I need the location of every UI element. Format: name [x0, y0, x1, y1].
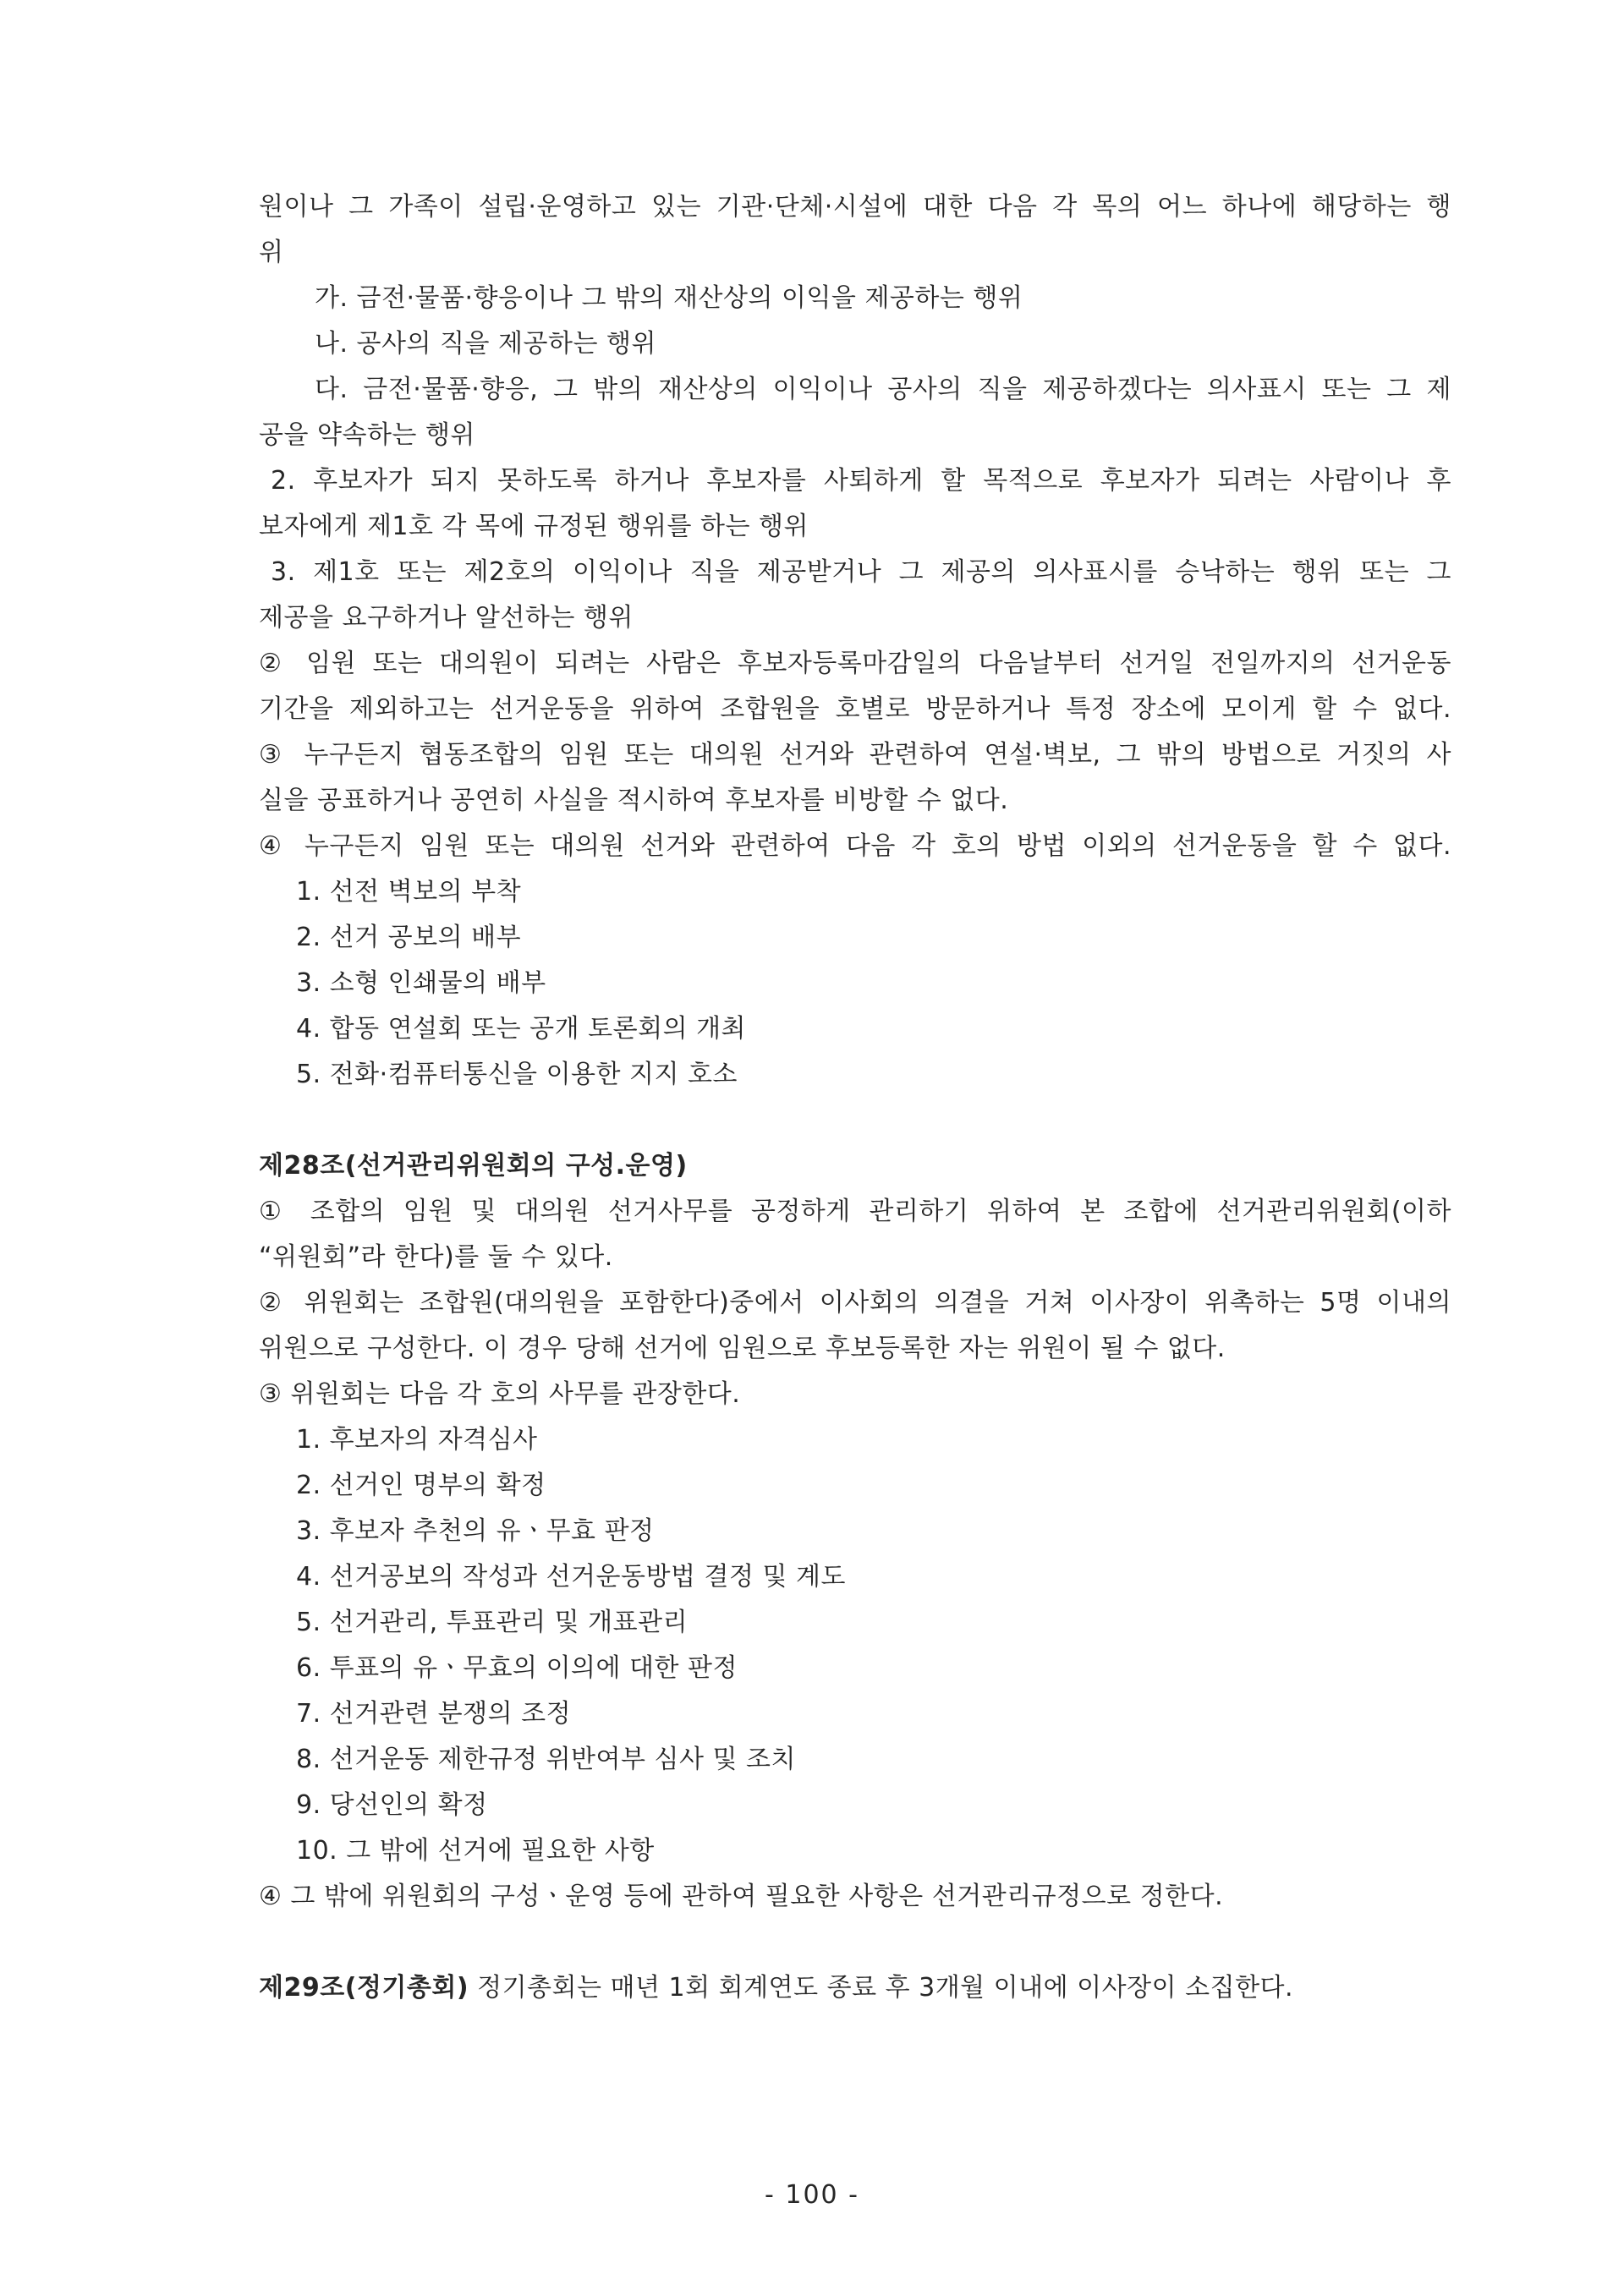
article-29-line	[259, 1965, 1451, 2011]
paragraph-line: 기간을 제외하고는 선거운동을 위하여 조합원을 호별로 방문하거나 특정 장소에 모이게 할 수 없다.	[259, 694, 1451, 724]
section-spacer	[259, 1098, 1451, 1143]
list-item: 8. 선거운동 제한규정 위반여부 심사 및 조치	[296, 1745, 796, 1774]
paragraph-line: ③ 누구든지 협동조합의 임원 또는 대의원 선거와 관련하여 연설·벽보, 그 밖의 방법으로 거짓의 사	[259, 740, 1451, 770]
paragraph-line: “위원회”라 한다)를 둘 수 있다.	[259, 1242, 613, 1272]
paragraph-line: ② 위원회는 조합원(대의원을 포함한다)중에서 이사회의 의결을 거쳐 이사장이 위촉하는 5명 이내의	[259, 1288, 1451, 1318]
list-item: 4. 합동 연설회 또는 공개 토론회의 개최	[296, 1014, 747, 1044]
list-item: 2. 선거인 명부의 확정	[296, 1471, 546, 1500]
list-item: 7. 선거관련 분쟁의 조정	[296, 1699, 572, 1729]
page-number: - 100 -	[765, 2180, 859, 2210]
paragraph-line: 실을 공표하거나 공연히 사실을 적시하여 후보자를 비방할 수 없다.	[259, 786, 1009, 815]
paragraph-line: 제공을 요구하거나 알선하는 행위	[259, 603, 634, 633]
page-body	[259, 184, 1451, 2011]
article-heading: 제28조(선거관리위원회의 구성.운영)	[259, 1151, 688, 1181]
paragraph-line: ② 임원 또는 대의원이 되려는 사람은 후보자등록마감일의 다음날부터 선거일 전일까지의 선거운동	[259, 649, 1451, 678]
sub-item-line: 다. 금전·물품·향응, 그 밖의 재산상의 이익이나 공사의 직을 제공하겠다는 의사표시 또는 그 제	[315, 375, 1451, 404]
list-item: 3. 후보자 추천의 유ㆍ무효 판정	[296, 1516, 655, 1546]
sub-item-line: 나. 공사의 직을 제공하는 행위	[315, 329, 656, 359]
item-line: 2. 후보자가 되지 못하도록 하거나 후보자를 사퇴하게 할 목적으로 후보자가 되려는 사람이나 후	[271, 466, 1451, 496]
list-item: 1. 후보자의 자격심사	[296, 1425, 538, 1455]
list-item: 6. 투표의 유ㆍ무효의 이의에 대한 판정	[296, 1653, 738, 1683]
paragraph-line: 보자에게 제1호 각 목에 규정된 행위를 하는 행위	[259, 512, 809, 541]
paragraph-line: 원이나 그 가족이 설립·운영하고 있는 기관·단체·시설에 대한 다음 각 목의 어느 하나에 해당하는 행	[259, 192, 1451, 222]
sub-item-line: 가. 금전·물품·향응이나 그 밖의 재산상의 이익을 제공하는 행위	[315, 283, 1023, 313]
paragraph-line: 공을 약속하는 행위	[259, 420, 475, 450]
list-item: 4. 선거공보의 작성과 선거운동방법 결정 및 계도	[296, 1562, 846, 1592]
paragraph-line: ④ 누구든지 임원 또는 대의원 선거와 관련하여 다음 각 호의 방법 이외의 선거운동을 할 수 없다.	[259, 831, 1451, 861]
list-item: 5. 선거관리, 투표관리 및 개표관리	[296, 1608, 689, 1637]
list-item: 2. 선거 공보의 배부	[296, 923, 522, 952]
list-item: 5. 전화·컴퓨터통신을 이용한 지지 호소	[296, 1060, 738, 1089]
item-line: 3. 제1호 또는 제2호의 이익이나 직을 제공받거나 그 제공의 의사표시를 승낙하는 행위 또는 그	[271, 557, 1451, 587]
list-item: 1. 선전 벽보의 부착	[296, 877, 522, 907]
paragraph-line: ④ 그 밖에 위원회의 구성ㆍ운영 등에 관하여 필요한 사항은 선거관리규정으로 정한다.	[259, 1882, 1224, 1911]
list-item: 10. 그 밖에 선거에 필요한 사항	[296, 1836, 655, 1866]
paragraph-line: ③ 위원회는 다음 각 호의 사무를 관장한다.	[259, 1379, 741, 1409]
list-item: 9. 당선인의 확정	[296, 1790, 488, 1820]
article-text: 정기총회는 매년 1회 회계연도 종료 후 3개월 이내에 이사장이 소집한다.	[469, 1973, 1294, 2003]
paragraph-line: 위원으로 구성한다. 이 경우 당해 선거에 임원으로 후보등록한 자는 위원이 될 수 없다.	[259, 1334, 1226, 1363]
section-spacer	[259, 1920, 1451, 1965]
article-heading: 제29조(정기총회)	[259, 1973, 469, 2003]
list-item: 3. 소형 인쇄물의 배부	[296, 968, 546, 998]
paragraph-line: ① 조합의 임원 및 대의원 선거사무를 공정하게 관리하기 위하여 본 조합에 선거관리위원회(이하	[259, 1197, 1451, 1226]
paragraph-line: 위	[259, 238, 284, 267]
